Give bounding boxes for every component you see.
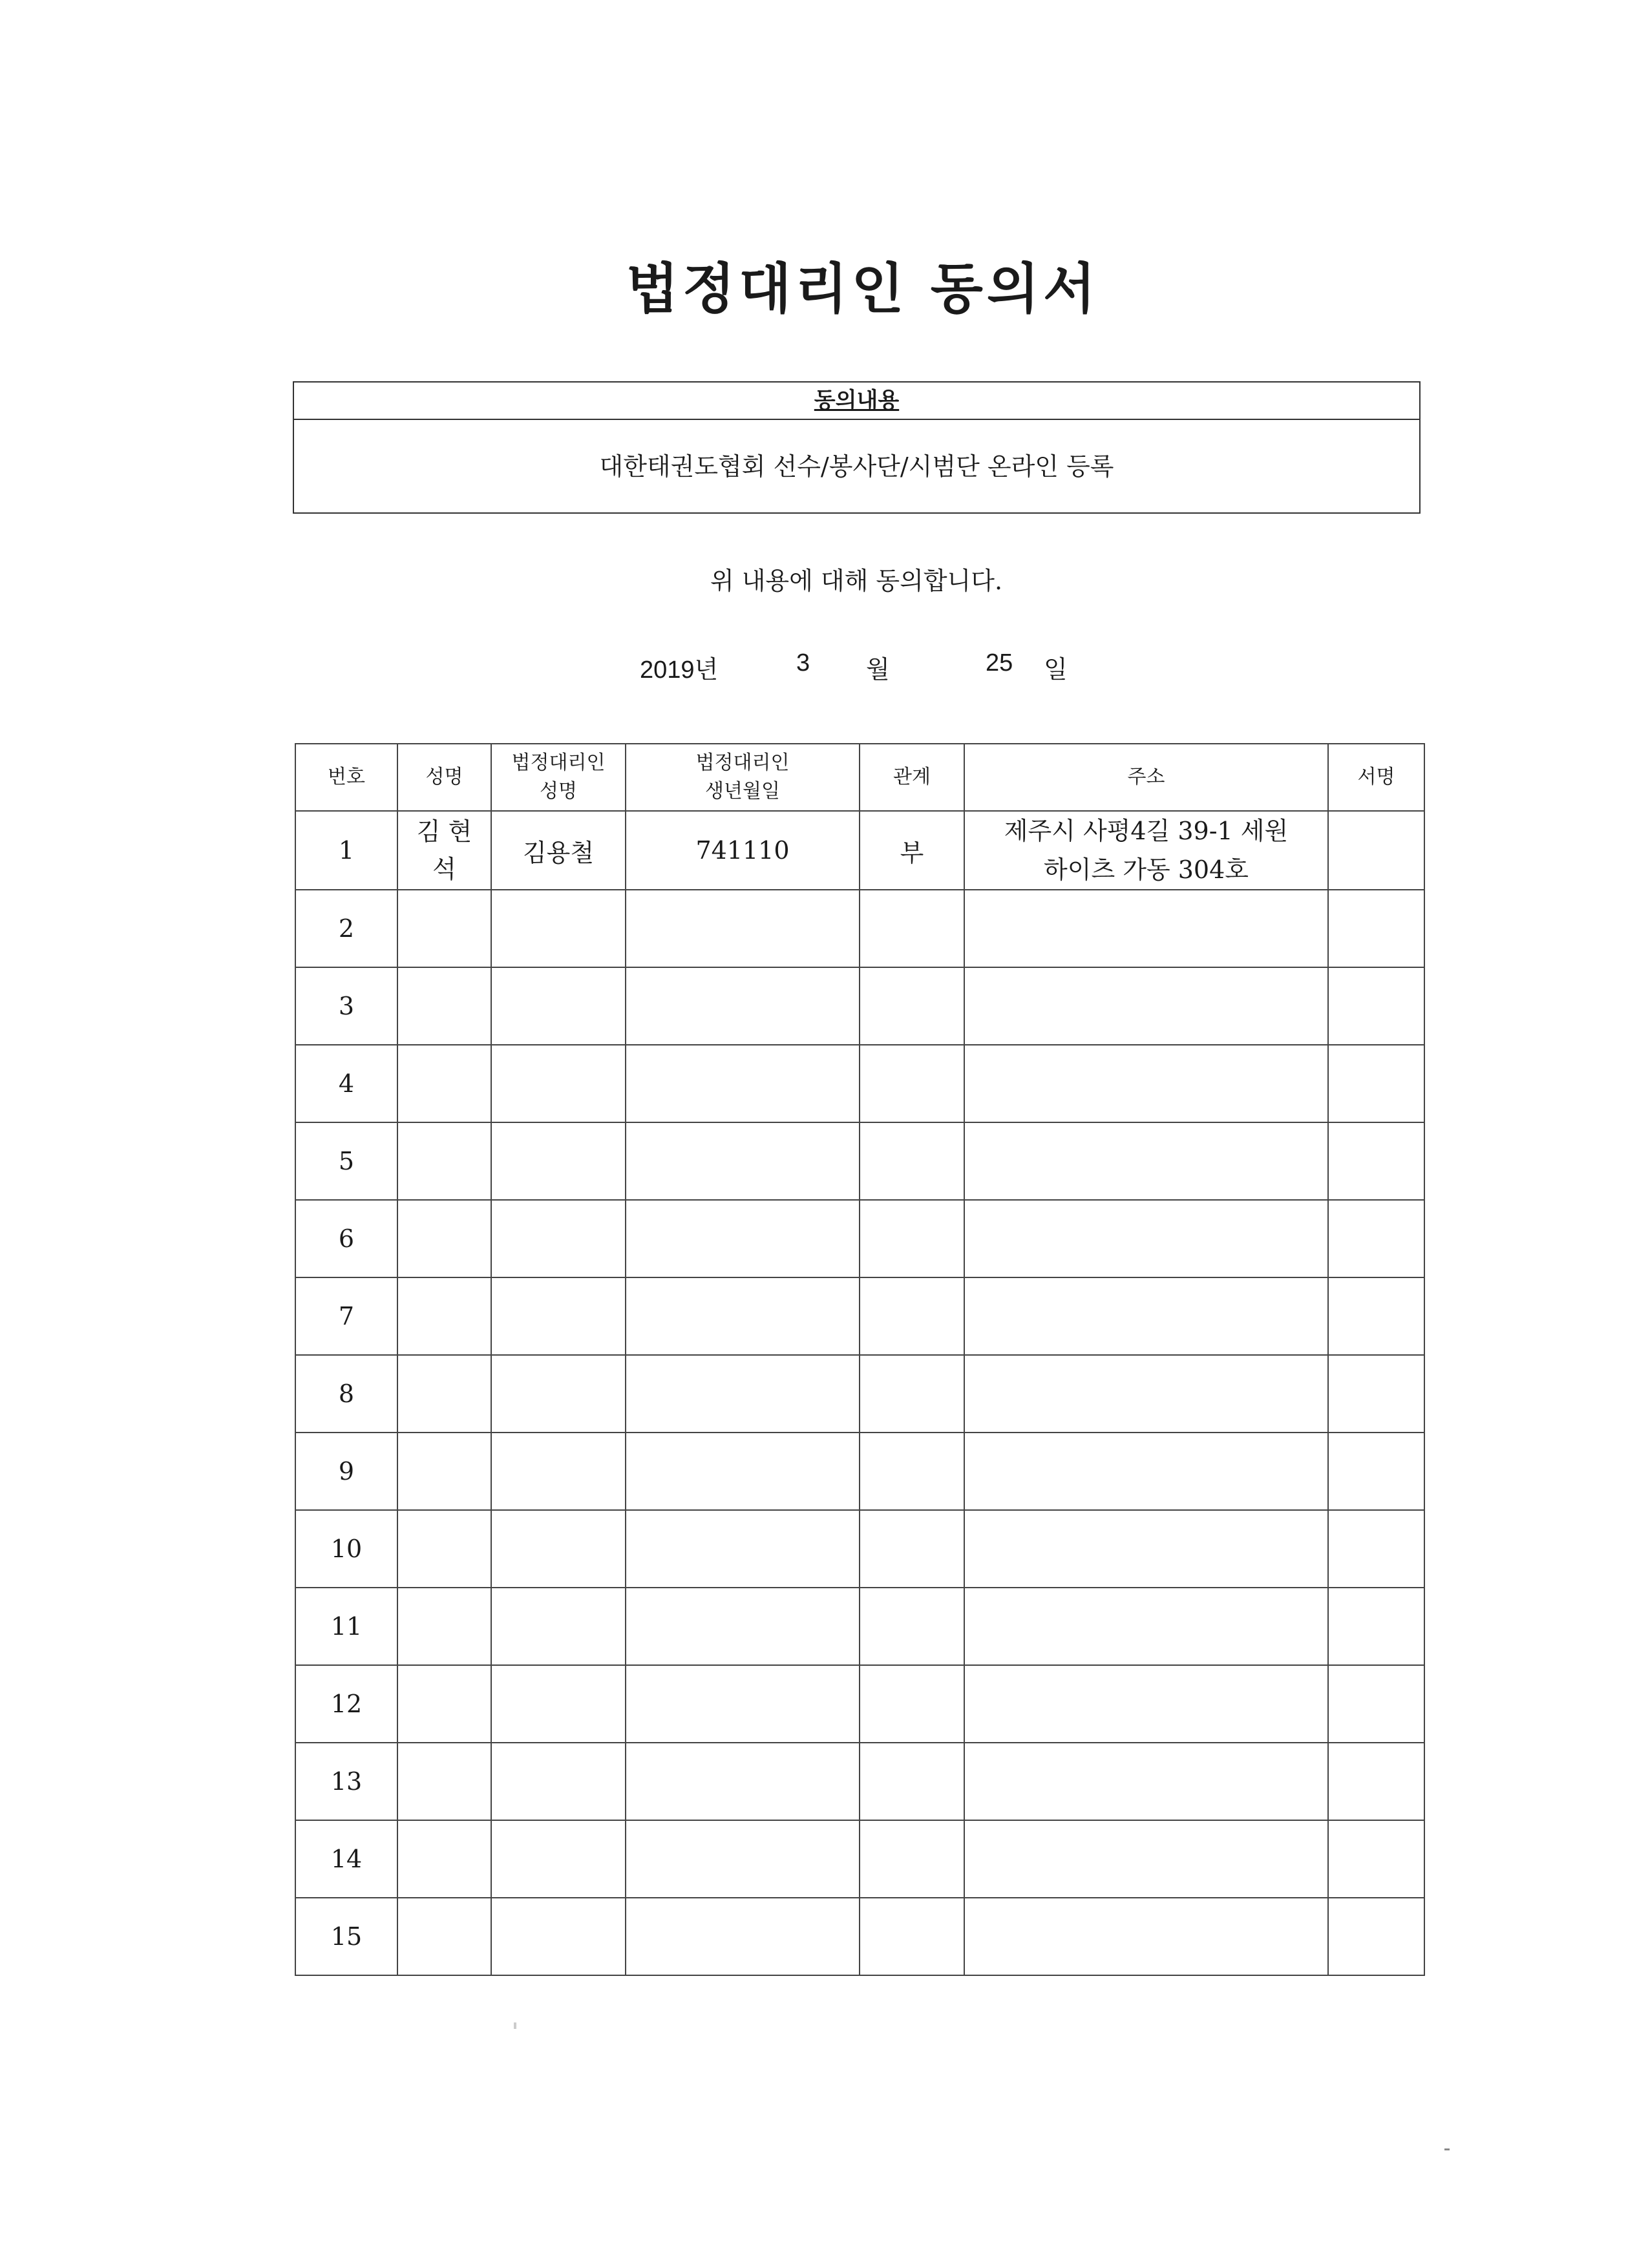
header-no: 번호 [295,744,397,811]
cell-guardian-name [491,967,626,1045]
cell-address [964,811,1328,890]
cell-no: 9 [295,1433,397,1510]
cell-no: 7 [295,1277,397,1355]
cell-guardian-birth [626,967,860,1045]
cell-guardian-name [491,1510,626,1588]
header-name: 성명 [397,744,491,811]
cell-address [964,967,1328,1045]
cell-name [397,811,491,890]
table-row [295,967,1424,1045]
cell-guardian-name [491,1433,626,1510]
table-row [295,1588,1424,1665]
table-row [295,1665,1424,1743]
header-guardian-birth-line1: 법정대리인 [695,751,790,774]
cell-signature [1328,1665,1424,1743]
cell-guardian-name [491,1355,626,1433]
table-row [295,1510,1424,1588]
header-guardian-name [491,744,626,811]
header-guardian-birth-line2: 생년월일 [705,780,780,803]
cell-no: 10 [295,1510,397,1588]
cell-guardian-birth [626,1510,860,1588]
cell-address-line2: 하이츠 가동 304호 [1044,856,1249,884]
cell-guardian-birth [626,1588,860,1665]
cell-guardian-birth [626,1433,860,1510]
cell-address [964,1433,1328,1510]
cell-address [964,1898,1328,1975]
cell-guardian-birth [626,1277,860,1355]
cell-guardian-name: 김용철 [491,811,626,890]
scan-speck [1444,2148,1450,2150]
cell-relation [860,1820,964,1898]
cell-signature [1328,811,1424,890]
cell-name-line2: 석 [432,855,456,883]
cell-relation: 부 [860,811,964,890]
cell-name [397,1433,491,1510]
cell-name [397,1743,491,1820]
cell-name [397,1588,491,1665]
cell-relation [860,1200,964,1277]
cell-name [397,1820,491,1898]
cell-guardian-birth [626,1355,860,1433]
cell-guardian-birth [626,1898,860,1975]
date-year: 2019년 [640,656,719,684]
table-row [295,1045,1424,1122]
cell-name [397,1122,491,1200]
cell-guardian-birth [626,890,860,967]
cell-no: 4 [295,1045,397,1122]
cell-name-line1: 김 현 [416,817,472,846]
cell-guardian-birth [626,1122,860,1200]
table-body [295,811,1424,1975]
cell-relation [860,1122,964,1200]
table-row [295,1200,1424,1277]
cell-guardian-birth [626,1665,860,1743]
cell-guardian-birth: 741110 [626,811,860,890]
consent-header [294,383,1419,420]
cell-guardian-name [491,1588,626,1665]
header-address: 주소 [964,744,1328,811]
cell-guardian-name [491,890,626,967]
cell-relation [860,1588,964,1665]
cell-no: 12 [295,1665,397,1743]
cell-signature [1328,1820,1424,1898]
scan-speck [514,2022,516,2029]
cell-relation [860,1355,964,1433]
cell-name [397,1277,491,1355]
cell-relation [860,890,964,967]
cell-address [964,1743,1328,1820]
cell-name [397,1355,491,1433]
page-title: 법정대리인 동의서 [626,257,1100,320]
cell-no: 2 [295,890,397,967]
cell-address [964,1820,1328,1898]
cell-guardian-name [491,1743,626,1820]
cell-signature [1328,890,1424,967]
cell-guardian-name [491,1277,626,1355]
cell-address [964,1045,1328,1122]
cell-address [964,1510,1328,1588]
cell-signature [1328,1200,1424,1277]
table-row [295,1277,1424,1355]
date-day-value: 25 [986,649,1013,677]
cell-relation [860,1743,964,1820]
cell-name [397,1510,491,1588]
cell-guardian-name [491,1898,626,1975]
cell-no: 13 [295,1743,397,1820]
cell-relation [860,1665,964,1743]
table-row [295,1820,1424,1898]
header-signature: 서명 [1328,744,1424,811]
table-row [295,1898,1424,1975]
cell-no: 6 [295,1200,397,1277]
table-row [295,890,1424,967]
cell-address [964,1277,1328,1355]
cell-name [397,890,491,967]
header-guardian-name-line1: 법정대리인 [511,751,606,774]
cell-guardian-birth [626,1045,860,1122]
cell-no: 11 [295,1588,397,1665]
cell-signature [1328,967,1424,1045]
cell-guardian-name [491,1200,626,1277]
cell-address [964,1665,1328,1743]
cell-address [964,1122,1328,1200]
table-row [295,811,1424,890]
cell-relation [860,1510,964,1588]
cell-signature [1328,1898,1424,1975]
guardian-table [295,743,1425,1976]
cell-name [397,1045,491,1122]
cell-signature [1328,1277,1424,1355]
header-relation: 관계 [860,744,964,811]
cell-guardian-name [491,1820,626,1898]
cell-no: 14 [295,1820,397,1898]
cell-no: 3 [295,967,397,1045]
cell-address [964,890,1328,967]
date-month-label: 월 [866,655,890,684]
cell-name [397,1200,491,1277]
consent-body: 대한태권도협회 선수/봉사단/시범단 온라인 등록 [599,452,1114,481]
cell-relation [860,967,964,1045]
consent-box [293,381,1421,514]
cell-signature [1328,1045,1424,1122]
cell-relation [860,1433,964,1510]
cell-name [397,1665,491,1743]
cell-address [964,1200,1328,1277]
consent-header-label: 동의내용 [814,388,900,414]
cell-guardian-birth [626,1743,860,1820]
cell-name [397,1898,491,1975]
cell-guardian-name [491,1045,626,1122]
cell-relation [860,1277,964,1355]
header-guardian-name-line2: 성명 [540,780,577,803]
cell-no: 1 [295,811,397,890]
table-row [295,1433,1424,1510]
cell-guardian-name [491,1665,626,1743]
cell-name [397,967,491,1045]
date-day-label: 일 [1044,655,1068,684]
cell-address [964,1588,1328,1665]
cell-guardian-birth [626,1200,860,1277]
date-month-value: 3 [796,649,810,677]
cell-no: 15 [295,1898,397,1975]
cell-guardian-name [491,1122,626,1200]
table-header-row [295,744,1424,811]
header-guardian-birth [626,744,860,811]
table-row [295,1355,1424,1433]
cell-address [964,1355,1328,1433]
table-row [295,1743,1424,1820]
cell-signature [1328,1588,1424,1665]
cell-guardian-birth [626,1820,860,1898]
cell-signature [1328,1433,1424,1510]
table-row [295,1122,1424,1200]
cell-address-line1: 제주시 사평4길 39-1 세원 [1004,817,1289,845]
cell-no: 8 [295,1355,397,1433]
cell-relation [860,1898,964,1975]
cell-signature [1328,1743,1424,1820]
cell-signature [1328,1122,1424,1200]
cell-signature [1328,1355,1424,1433]
cell-relation [860,1045,964,1122]
cell-signature [1328,1510,1424,1588]
cell-no: 5 [295,1122,397,1200]
agree-statement: 위 내용에 대해 동의합니다. [710,567,1003,595]
